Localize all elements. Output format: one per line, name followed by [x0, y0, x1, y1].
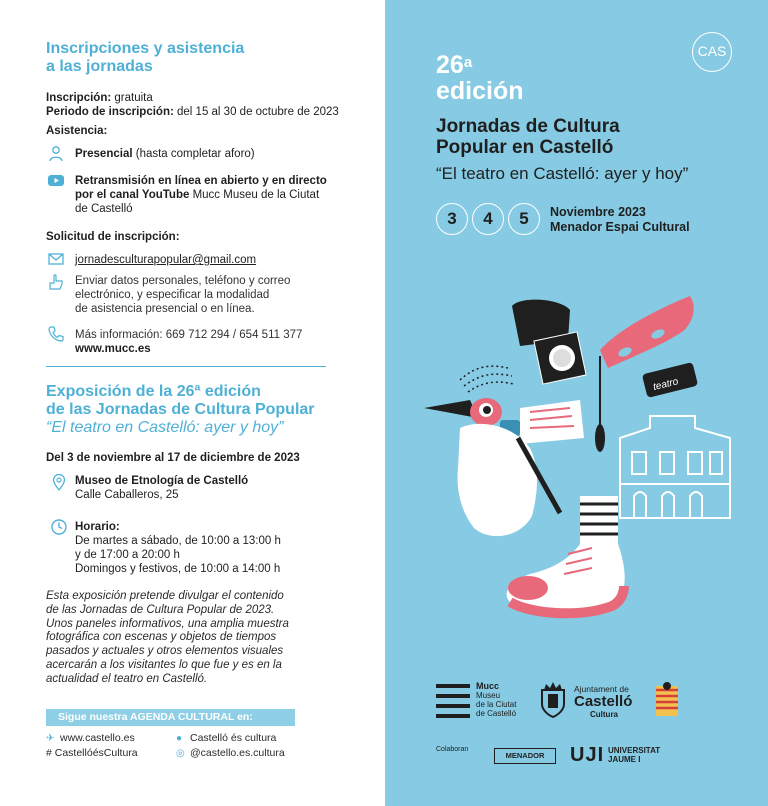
ticket-icon: [642, 362, 698, 398]
colaboran-label: Colaboran: [436, 746, 469, 753]
menador-logo: MENADOR: [494, 748, 556, 764]
svg-text:teatro: teatro: [652, 376, 680, 394]
asistencia-label: Asistencia:: [46, 125, 108, 137]
mail-icon: [47, 250, 65, 268]
stream-info: Retransmisión en línea en abierto y en directo por el canal YouTube Mucc Museu de la Ciutat de Castelló: [75, 175, 327, 215]
mucc-text: Mucc Museu de la Ciutat de Castelló: [476, 681, 517, 718]
social-web[interactable]: ✈ www.castello.es: [46, 732, 135, 744]
twitter-icon: ✈: [46, 733, 55, 744]
instagram-icon: ◎: [176, 748, 185, 759]
cover-title: Jornadas de Cultura Popular en Castelló: [436, 116, 620, 158]
phone-icon: [47, 325, 65, 343]
solicitud-label: Solicitud de inscripción:: [46, 231, 180, 243]
uji-logo: UJI: [570, 744, 605, 766]
mucc-logo: [436, 684, 470, 723]
day-badge: 3: [436, 203, 468, 235]
social-facebook[interactable]: ● Castelló és cultura: [176, 732, 277, 744]
social-instagram[interactable]: ◎ @castello.es.cultura: [176, 747, 285, 759]
clock-icon: [50, 518, 68, 536]
day-badge: 5: [508, 203, 540, 235]
theatre-illustration: [420, 288, 750, 628]
inscripcion-line: Inscripción: gratuita: [46, 92, 153, 104]
hand-icon: [47, 273, 65, 291]
language-badge[interactable]: CAS: [692, 32, 732, 72]
section-divider: [46, 366, 326, 367]
castello-crest-icon: [538, 680, 568, 718]
day-badge: 4: [472, 203, 504, 235]
section2-title: Exposición de la 26ª edición de las Jornadas de Cultura Popular “El teatro en Castelló: ayer y hoy”: [46, 383, 315, 436]
email-link[interactable]: jornadesculturapopular@gmail.com: [75, 254, 257, 266]
spotlight-icon: [512, 300, 586, 384]
museum-info: Museo de Etnología de Castelló Calle Caballeros, 25: [75, 475, 249, 501]
person-icon: [47, 145, 65, 163]
youtube-icon: [47, 171, 65, 189]
facebook-icon: ●: [176, 733, 183, 744]
social-hashtag[interactable]: # CastellóésCultura: [46, 747, 138, 759]
section1-title: Inscripciones y asistencia a las jornadas: [46, 40, 245, 75]
cover-subtitle: “El teatro en Castelló: ayer y hoy”: [436, 164, 689, 183]
presencial-line: Presencial (hasta completar aforo): [75, 148, 255, 160]
agenda-banner: Sigue nuestra AGENDA CULTURAL en:: [46, 709, 295, 726]
location-icon: [50, 473, 68, 491]
instructions: Enviar datos personales, teléfono y correo electrónico, y especificar la modalidad de asistencia presencial o en línea.: [75, 275, 291, 315]
mucc-bars-icon: [436, 684, 470, 718]
exhibition-description: Esta exposición pretende divulgar el contenido de las Jornadas de Cultura Popular de 2023. Unos paneles informativos, una amplia muestra fotográfica con escenas y objetos de tiempos pasados y actuales y otros elementos visuales acercarán a los visitantes lo que fue y es en la actualidad el teatro en Castelló.: [46, 590, 289, 685]
mucc-web-link[interactable]: www.mucc.es: [75, 343, 151, 355]
regional-logo-icon: [652, 680, 682, 720]
event-dates: Noviembre 2023 Menador Espai Cultural: [550, 205, 690, 234]
more-info: Más información: 669 712 294 / 654 511 377: [75, 329, 303, 341]
exhibition-dates: Del 3 de noviembre al 17 de diciembre de 2023: [46, 452, 300, 464]
horario-info: Horario: De martes a sábado, de 10:00 a 13:00 h y de 17:00 a 20:00 h Domingos y festivos, de 10:00 a 14:00 h: [75, 521, 281, 575]
periodo-line: Periodo de inscripción: del 15 al 30 de octubre de 2023: [46, 106, 339, 118]
dotted-decoration: [460, 366, 514, 392]
uji-text: UNIVERSITAT JAUME I: [608, 746, 661, 764]
edition-heading: 26$^a$ edición: [436, 51, 524, 105]
ajuntament-text: Ajuntament de Castelló Cultura: [574, 684, 633, 719]
theatre-building-icon: [620, 416, 730, 518]
